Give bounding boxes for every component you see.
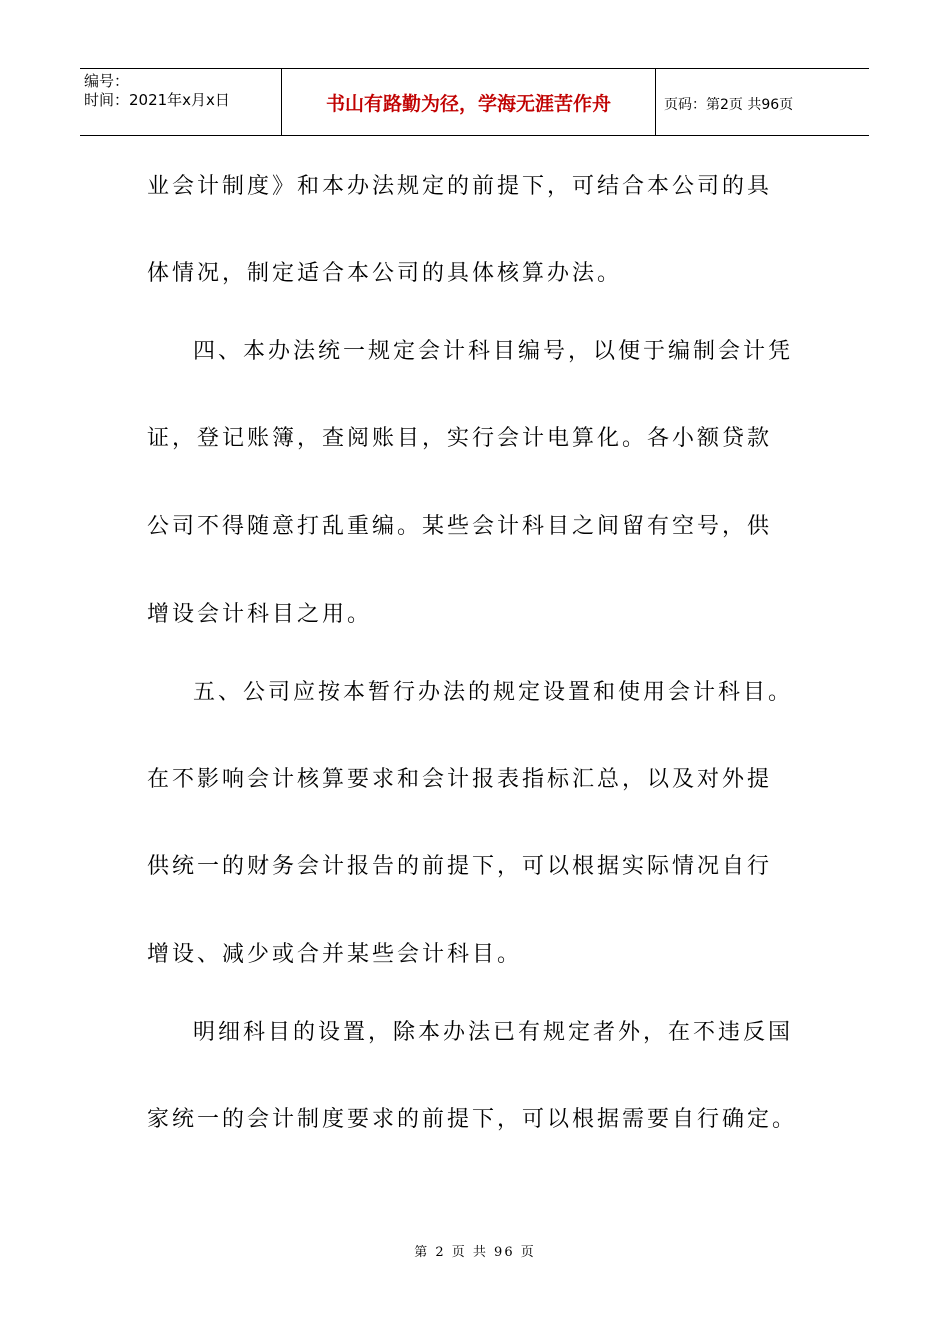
header-motto-cell: [282, 69, 656, 135]
document-time: 时间：2021年x月x日: [84, 91, 230, 109]
document-number: 编号：: [84, 72, 130, 90]
body-text-line: 增设、减少或合并某些会计科目。: [147, 942, 523, 967]
body-text-line: 供统一的财务会计报告的前提下，可以根据实际情况自行: [147, 854, 773, 879]
body-text-line: 五、公司应按本暂行办法的规定设置和使用会计科目。: [193, 680, 794, 705]
body-text-line: 家统一的会计制度要求的前提下，可以根据需要自行确定。: [147, 1107, 798, 1132]
header-page-code: 页码：第2页 共96页: [664, 97, 794, 113]
header-meta-cell: [80, 69, 282, 135]
body-text-line: 在不影响会计核算要求和会计报表指标汇总，以及对外提: [147, 767, 773, 792]
page-footer: 第 2 页 共 96 页: [414, 1245, 536, 1260]
body-text-line: 业会计制度》和本办法规定的前提下，可结合本公司的具: [147, 174, 773, 199]
page-header: [80, 68, 869, 136]
body-text-line: 公司不得随意打乱重编。某些会计科目之间留有空号，供: [147, 514, 773, 539]
body-text-line: 四、本办法统一规定会计科目编号，以便于编制会计凭: [193, 339, 794, 364]
header-page-cell: [656, 69, 869, 135]
body-text-line: 证，登记账簿，查阅账目，实行会计电算化。各小额贷款: [147, 426, 773, 451]
body-text-line: 增设会计科目之用。: [147, 602, 373, 627]
body-text-line: 体情况，制定适合本公司的具体核算办法。: [147, 261, 623, 286]
body-text-line: 明细科目的设置，除本办法已有规定者外，在不违反国: [193, 1020, 794, 1045]
header-motto: 书山有路勤为径，学海无涯苦作舟: [325, 93, 611, 115]
